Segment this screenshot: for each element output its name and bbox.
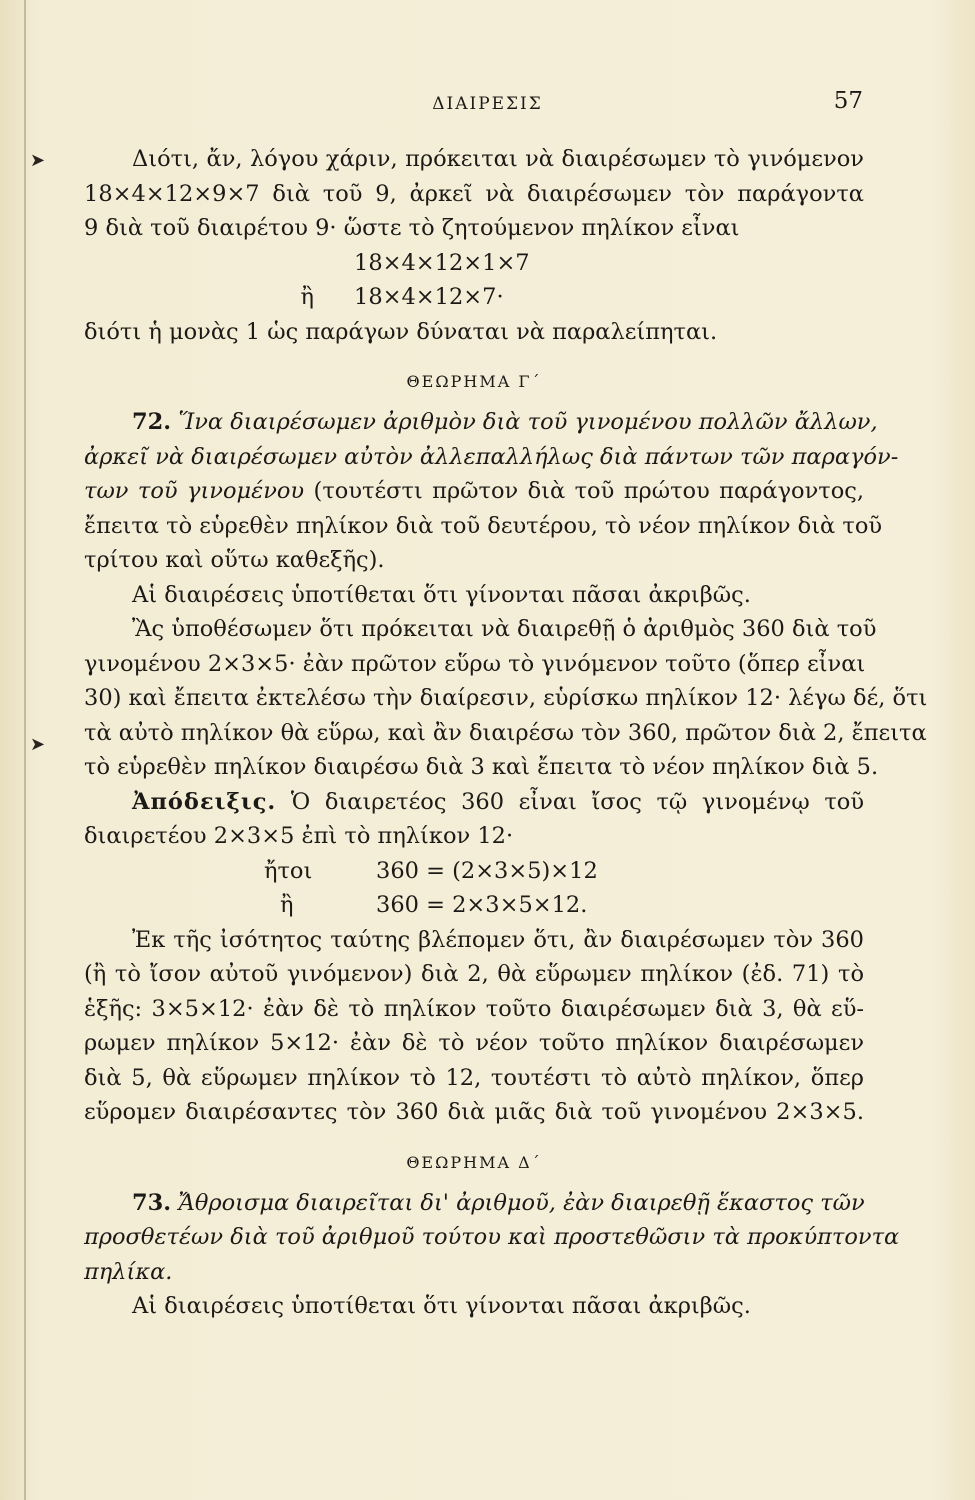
theorem-statement-line bbox=[84, 405, 878, 440]
text-span: (τουτέστι πρῶτον διὰ τοῦ πρώτου παράγοντος, bbox=[313, 478, 864, 504]
theorem-text: των τοῦ γινομένου bbox=[84, 478, 305, 504]
text-line: διὰ 5, θὰ εὕρωμεν πηλίκον τὸ 12, τουτέστι τὸ αὐτὸ πηλίκον, ὅπερ bbox=[84, 1064, 864, 1091]
page-header bbox=[0, 88, 975, 118]
theorem-text: Ἵνα διαιρέσωμεν ἀριθμὸν διὰ τοῦ γινομένου πολλῶν ἄλλων, bbox=[178, 409, 878, 435]
text-line: τὰ αὐτὸ πηλίκον θὰ εὕρω, καὶ ἂν διαιρέσω τὸν 360, πρῶτον διὰ 2, ἔπειτα bbox=[84, 719, 927, 746]
text-line: Διότι, ἄν, λόγου χάριν, πρόκειται νὰ διαιρέσωμεν τὸ γινόμενον bbox=[132, 146, 864, 172]
formula: 360 = 2×3×5×12. bbox=[376, 892, 588, 918]
proof-line bbox=[84, 785, 864, 820]
formula: 18×4×12×1×7 bbox=[354, 249, 530, 276]
page-number: 57 bbox=[833, 88, 863, 114]
text-line: Αἱ διαιρέσεις ὑποτίθεται ὅτι γίνονται πᾶσαι ἀκριβῶς. bbox=[132, 1293, 751, 1319]
formula-line bbox=[84, 246, 864, 281]
formula-lead: ἢ bbox=[280, 892, 294, 918]
text-line: Ἐκ τῆς ἰσότητος ταύτης βλέπομεν ὅτι, ἂν διαιρέσωμεν τὸν 360 bbox=[132, 926, 864, 953]
theorem-statement-line: προσθετέων διὰ τοῦ ἀριθμοῦ τούτου καὶ προστεθῶσιν τὰ προκύπτοντα bbox=[84, 1224, 900, 1250]
running-head: ΔΙΑΙΡΕΣΙΣ bbox=[432, 94, 543, 114]
margin-arrow-icon: ➤ bbox=[30, 150, 46, 171]
binding-edge bbox=[24, 0, 26, 1500]
text-line: τὸ εὑρεθὲν πηλίκον διαιρέσω διὰ 3 καὶ ἔπειτα τὸ νέον πηλίκον διὰ 5. bbox=[84, 754, 879, 780]
theorem-heading: ΘΕΩΡΗΜΑ Δ΄ bbox=[406, 1152, 542, 1172]
text-line: διαιρετέου 2×3×5 ἐπὶ τὸ πηλίκον 12· bbox=[84, 823, 514, 849]
text-line: τρίτου καὶ οὕτω καθεξῆς). bbox=[84, 547, 385, 573]
formula-lead: ἤτοι bbox=[264, 857, 313, 884]
section-number: 72. bbox=[132, 409, 172, 435]
text-line: Ἂς ὑποθέσωμεν ὅτι πρόκειται νὰ διαιρεθῇ ὁ ἀριθμὸς 360 διὰ τοῦ bbox=[132, 616, 877, 642]
theorem-statement-line: ἀρκεῖ νὰ διαιρέσωμεν αὐτὸν ἀλλεπαλλήλως διὰ πάντων τῶν παραγόν- bbox=[84, 443, 899, 470]
text-line: 18×4×12×9×7 διὰ τοῦ 9, ἀρκεῖ νὰ διαιρέσωμεν τὸν παράγοντα bbox=[84, 180, 864, 207]
text-line: 30) καὶ ἔπειτα ἐκτελέσω τὴν διαίρεσιν, εὑρίσκω πηλίκον 12· λέγω δέ, ὅτι bbox=[84, 685, 928, 711]
theorem-statement-line bbox=[84, 474, 864, 509]
margin-arrow-icon: ➤ bbox=[30, 734, 46, 755]
text-line: διότι ἡ μονὰς 1 ὡς παράγων δύναται νὰ παραλείπηται. bbox=[84, 318, 718, 345]
section-number: 73. bbox=[132, 1189, 172, 1216]
text-line: ρωμεν πηλίκον 5×12· ἐὰν δὲ τὸ νέον τοῦτο πηλίκον διαιρέσωμεν bbox=[84, 1030, 864, 1056]
theorem-statement-line bbox=[84, 1186, 864, 1221]
text-line: Αἱ διαιρέσεις ὑποτίθεται ὅτι γίνονται πᾶσαι ἀκριβῶς. bbox=[132, 581, 751, 608]
text-line: ἔπειτα τὸ εὑρεθὲν πηλίκον διὰ τοῦ δευτέρου, τὸ νέον πηλίκον διὰ τοῦ bbox=[84, 512, 883, 539]
proof-label: Ἀπόδειξις. bbox=[132, 788, 277, 815]
theorem-statement-line: πηλίκα. bbox=[84, 1258, 173, 1285]
text-line: 9 διὰ τοῦ διαιρέτου 9· ὥστε τὸ ζητούμενον πηλίκον εἶναι bbox=[84, 215, 740, 241]
formula-lead: ἢ bbox=[300, 284, 314, 310]
text-span: Ὁ διαιρετέος 360 εἶναι ἴσος τῷ γινομένῳ τοῦ bbox=[290, 788, 864, 815]
theorem-text: Ἄθροισμα διαιρεῖται δι' ἀριθμοῦ, ἐὰν διαιρεθῇ ἕκαστος τῶν bbox=[178, 1189, 865, 1216]
formula-line bbox=[84, 888, 864, 923]
formula: 18×4×12×7· bbox=[354, 284, 504, 310]
text-line: ἑξῆς: 3×5×12· ἐὰν δὲ τὸ πηλίκον τοῦτο διαιρέσωμεν διὰ 3, θὰ εὕ- bbox=[84, 995, 864, 1022]
theorem-heading: ΘΕΩΡΗΜΑ Γ΄ bbox=[406, 372, 542, 391]
formula-line bbox=[84, 280, 864, 315]
formula-line bbox=[84, 854, 864, 889]
text-line: εὕρομεν διαιρέσαντες τὸν 360 διὰ μιᾶς διὰ τοῦ γινομένου 2×3×5. bbox=[84, 1099, 864, 1125]
text-line: γινομένου 2×3×5· ἐὰν πρῶτον εὕρω τὸ γινόμενον τοῦτο (ὅπερ εἶναι bbox=[84, 650, 866, 677]
body-text bbox=[84, 142, 928, 1324]
formula: 360 = (2×3×5)×12 bbox=[376, 857, 598, 884]
text-line: (ἢ τὸ ἴσον αὐτοῦ γινόμενον) διὰ 2, θὰ εὕρωμεν πηλίκον (ἐδ. 71) τὸ bbox=[84, 961, 864, 987]
